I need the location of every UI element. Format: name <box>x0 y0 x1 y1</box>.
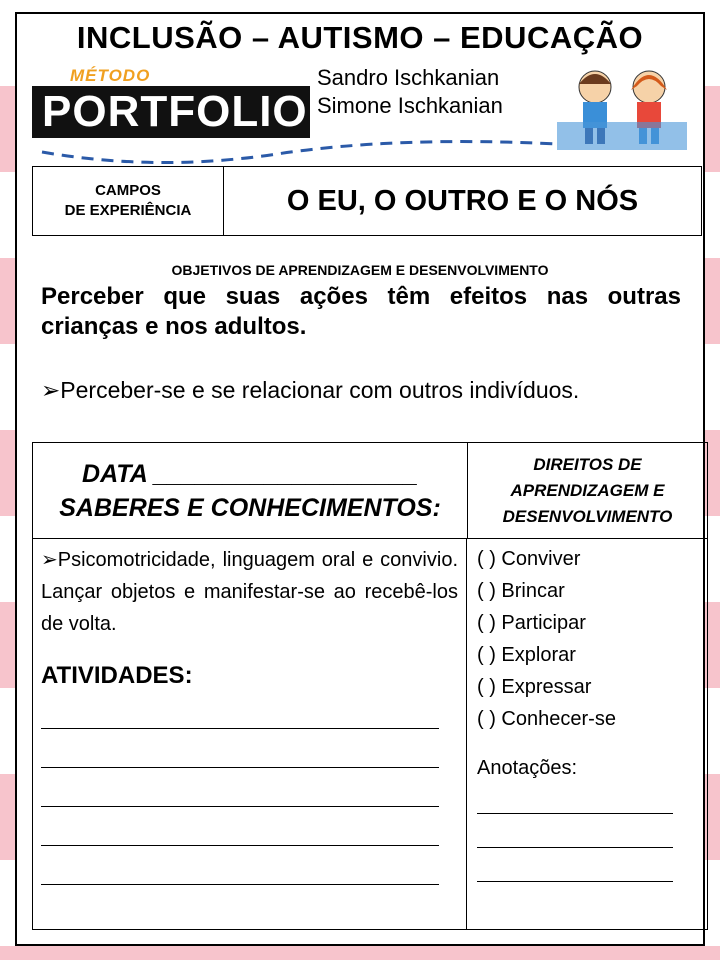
direito-checkbox-brincar[interactable]: ( ) Brincar <box>477 580 565 602</box>
arrow-bullet-icon: ➢ <box>41 377 61 403</box>
atividade-answer-line[interactable] <box>41 729 439 768</box>
saberes-text <box>41 544 458 640</box>
direito-checkbox-conviver[interactable]: ( ) Conviver <box>477 548 581 570</box>
direito-checkbox-conhecer-se[interactable]: ( ) Conhecer-se <box>477 708 616 730</box>
objetivos-heading: OBJETIVOS DE APRENDIZAGEM E DESENVOLVIMENTO <box>171 262 549 278</box>
saberes-header-cell <box>33 443 468 538</box>
saberes-label: SABERES E CONHECIMENTOS: <box>59 493 441 522</box>
atividades-label: ATIVIDADES: <box>41 662 193 689</box>
direitos-header: DIREITOS DE APRENDIZAGEM E DESENVOLVIMENTO <box>502 454 673 526</box>
campos-label-cell <box>33 167 224 235</box>
saberes-text-value: Psicomotricidade, linguagem oral e convivio. Lançar objetos e manifestar-se ao recebê-los de volta. <box>41 549 458 635</box>
direito-checkbox-expressar[interactable]: ( ) Expressar <box>477 676 592 698</box>
data-label: DATA ___________________ <box>82 459 418 488</box>
arrow-bullet-icon: ➢ <box>41 549 58 571</box>
worksheet <box>15 12 705 946</box>
atividade-answer-line[interactable] <box>41 807 439 846</box>
campos-label-line2: DE EXPERIÊNCIA <box>64 202 192 219</box>
saberes-table-header <box>33 443 707 539</box>
anotacao-answer-line[interactable] <box>477 848 673 882</box>
anotacao-answer-line[interactable] <box>477 814 673 848</box>
direitos-content-cell <box>467 539 707 929</box>
objetivos-sub-item <box>41 377 579 404</box>
saberes-content-cell <box>33 539 467 929</box>
campos-value: O EU, O OUTRO E O NÓS <box>286 184 639 217</box>
campos-label-line1: CAMPOS <box>95 182 161 199</box>
authors <box>317 64 503 120</box>
header-title: INCLUSÃO – AUTISMO – EDUCAÇÃO <box>76 20 644 55</box>
saberes-table <box>32 442 708 930</box>
anotacao-answer-line[interactable] <box>477 780 673 814</box>
portfolio-logo <box>32 86 310 138</box>
direito-checkbox-participar[interactable]: ( ) Participar <box>477 612 586 634</box>
objetivos-sub-text: Perceber-se e se relacionar com outros indivíduos. <box>60 377 580 403</box>
objetivos-main-text: Perceber que suas ações têm efeitos nas outras crianças e nos adultos. <box>41 283 681 340</box>
atividade-answer-line[interactable] <box>41 768 439 807</box>
atividade-answer-line[interactable] <box>41 690 439 729</box>
atividade-answer-line[interactable] <box>41 846 439 885</box>
direito-checkbox-explorar[interactable]: ( ) Explorar <box>477 644 576 666</box>
campos-table <box>32 166 702 236</box>
saberes-table-body <box>33 539 707 929</box>
author-1: Sandro Ischkanian <box>317 65 500 90</box>
method-label: MÉTODO <box>70 66 151 85</box>
portfolio-logo-text: PORTFOLIO <box>42 87 308 136</box>
anotacoes-label: Anotações: <box>477 757 578 779</box>
author-2: Simone Ischkanian <box>317 93 503 118</box>
